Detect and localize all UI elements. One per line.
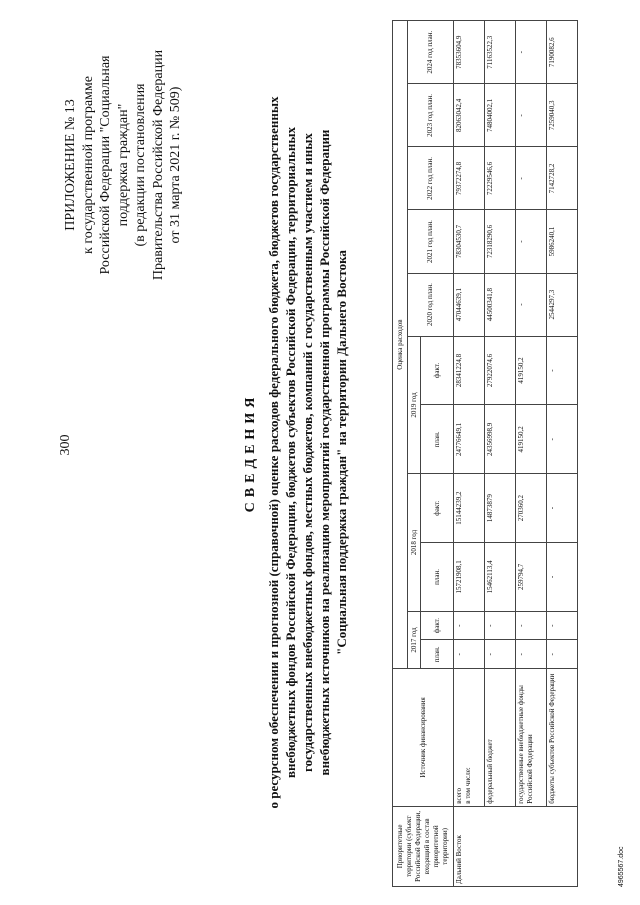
value-cell: - xyxy=(547,543,578,612)
source-cell: бюджеты субъектов Российской Федерации xyxy=(547,669,578,807)
value-cell: 28341224,8 xyxy=(454,336,485,405)
header-plan-2017: план. xyxy=(421,640,454,669)
value-cell: 72229546,6 xyxy=(485,147,516,210)
value-cell: 259794,7 xyxy=(516,543,547,612)
header-plan-2019: план. xyxy=(421,405,454,474)
value-cell: 419150,2 xyxy=(516,405,547,474)
value-cell: - xyxy=(547,474,578,543)
value-cell: - xyxy=(547,405,578,474)
value-cell: 15721908,1 xyxy=(454,543,485,612)
subtitle-line: государственных внебюджетных фондов, местных бюджетов, компаний с государственным участием и иных xyxy=(300,133,315,772)
value-cell: 24356998,9 xyxy=(485,405,516,474)
value-cell: - xyxy=(454,611,485,640)
appendix-line: ПРИЛОЖЕНИЕ № 13 xyxy=(63,99,78,231)
header-year-2021: 2021 год план. xyxy=(408,210,454,273)
expenses-table-wrapper xyxy=(392,20,578,887)
source-cell xyxy=(454,669,485,807)
value-cell: 44500341,8 xyxy=(485,273,516,336)
subtitle-line: внебюджетных источников на реализацию мероприятий государственной программы Российской Федерации xyxy=(317,129,332,776)
header-fact-2017: факт. xyxy=(421,611,454,640)
header-year-2024: 2024 год план. xyxy=(408,21,454,84)
value-cell: - xyxy=(454,640,485,669)
value-cell: - xyxy=(516,21,547,84)
header-year-2018: 2018 год xyxy=(408,474,421,612)
header-year-2020: 2020 год план. xyxy=(408,273,454,336)
table-body xyxy=(454,21,578,887)
header-year-2022: 2022 год план. xyxy=(408,147,454,210)
value-cell: - xyxy=(516,210,547,273)
value-cell: 78353604,9 xyxy=(454,21,485,84)
appendix-line: к государственной программе xyxy=(80,76,96,254)
value-cell: 47044639,1 xyxy=(454,273,485,336)
expenses-table xyxy=(392,20,578,887)
header-year-2019: 2019 год xyxy=(408,336,421,474)
table-row xyxy=(547,21,578,887)
footer-filename: 4965567.doc xyxy=(618,846,625,887)
subtitle-line: внебюджетных фондов Российской Федерации, бюджетов субъектов Российской Федерации, территориальных xyxy=(283,127,298,778)
value-cell: 27922074,6 xyxy=(485,336,516,405)
subtitle-line: о ресурсном обеспечении и прогнозной (справочной) оценке расходов федерального бюджета, бюджетов государственных xyxy=(266,96,281,809)
value-cell: 2544297,3 xyxy=(547,273,578,336)
table-row xyxy=(485,21,516,887)
source-note: в том числе: xyxy=(464,767,472,804)
source-cell: государственные внебюджетные фонды Российской Федерации xyxy=(516,669,547,807)
source-label: всего xyxy=(455,787,463,804)
value-cell: - xyxy=(485,640,516,669)
value-cell: 15144239,2 xyxy=(454,474,485,543)
value-cell: - xyxy=(516,611,547,640)
value-cell: - xyxy=(516,273,547,336)
appendix-line: поддержка граждан" xyxy=(115,103,131,227)
value-cell: - xyxy=(485,611,516,640)
document-title: СВЕДЕНИЯ xyxy=(243,392,258,513)
table-row xyxy=(454,21,485,887)
source-cell: федеральный бюджет xyxy=(485,669,516,807)
header-plan-2018: план. xyxy=(421,543,454,612)
value-cell: - xyxy=(547,640,578,669)
header-territory: Приоритетные территории (субъект Российской Федерации, входящий в состав приоритетной территории) xyxy=(393,806,454,886)
appendix-line: Российской Федерации "Социальная xyxy=(98,55,113,275)
appendix-line: (в редакции постановления xyxy=(133,83,148,247)
value-cell: 78304530,7 xyxy=(454,210,485,273)
value-cell: - xyxy=(516,640,547,669)
document-subtitle xyxy=(265,40,350,865)
header-fact-2018: факт. xyxy=(421,474,454,543)
value-cell: 270360,2 xyxy=(516,474,547,543)
value-cell: 419150,2 xyxy=(516,336,547,405)
value-cell: 14873879 xyxy=(485,474,516,543)
value-cell: - xyxy=(547,611,578,640)
appendix-line: Правительства Российской Федерации xyxy=(150,49,166,281)
value-cell: - xyxy=(547,336,578,405)
header-year-2017: 2017 год xyxy=(408,611,421,668)
value-cell: 71163522,3 xyxy=(485,21,516,84)
header-source: Источник финансирования xyxy=(393,669,454,807)
value-cell: - xyxy=(516,84,547,147)
value-cell: - xyxy=(516,147,547,210)
appendix-line: от 31 марта 2021 г. № 509) xyxy=(168,86,183,244)
value-cell: 5986240,1 xyxy=(547,210,578,273)
header-fact-2019: факт. xyxy=(421,336,454,405)
header-expense-group: Оценка расходов xyxy=(393,21,408,669)
header-year-2023: 2023 год план. xyxy=(408,84,454,147)
value-cell: 72318290,6 xyxy=(485,210,516,273)
value-cell: 7190082,6 xyxy=(547,21,578,84)
value-cell: 79372274,8 xyxy=(454,147,485,210)
value-cell: 7142728,2 xyxy=(547,147,578,210)
value-cell: 15462113,4 xyxy=(485,543,516,612)
value-cell: 74804002,1 xyxy=(485,84,516,147)
page-number: 300 xyxy=(58,434,73,456)
value-cell: 24776649,1 xyxy=(454,405,485,474)
subtitle-line: "Социальная поддержка граждан" на территории Дальнего Востока xyxy=(334,250,349,655)
table-row xyxy=(516,21,547,887)
appendix-block xyxy=(62,15,185,315)
value-cell: 82063042,4 xyxy=(454,84,485,147)
territory-cell: Дальний Восток xyxy=(454,806,578,886)
value-cell: 7259040,3 xyxy=(547,84,578,147)
